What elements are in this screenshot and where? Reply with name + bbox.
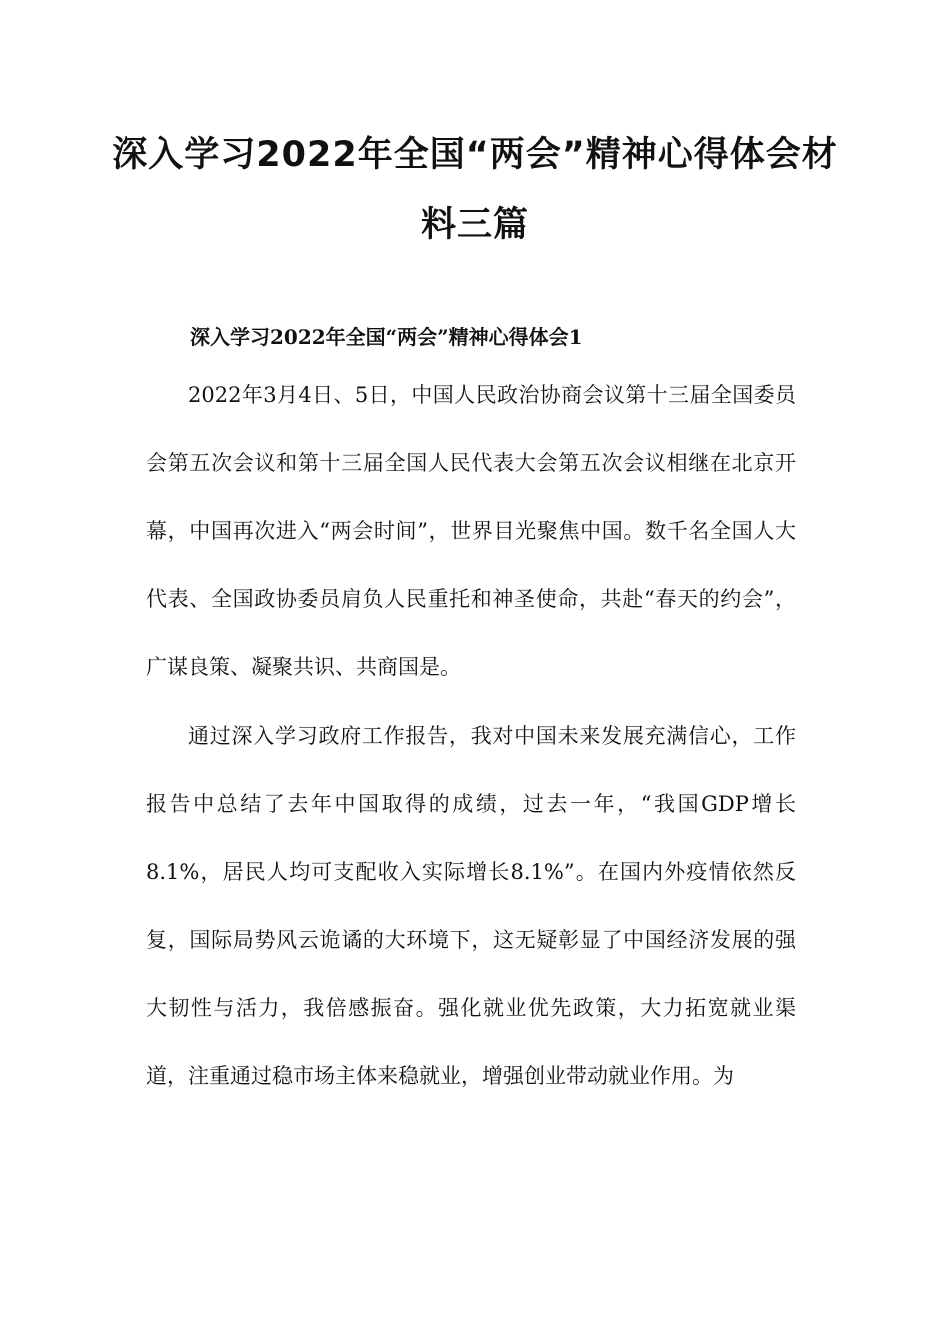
section-heading: 深入学习2022年全国“两会”精神心得体会1 — [190, 325, 583, 349]
body-paragraph-1: 2022年3月4日、5日，中国人民政治协商会议第十三届全国委员会第五次会议和第十三届全国人民代表大会第五次会议相继在北京开幕，中国再次进入“两会时间”，世界目光聚焦中国。数千名全国人大代表、全国政协委员肩负人民重托和神圣使命，共赴“春天的约会”，广谋良策、凝聚共识、共商国是。 — [146, 383, 796, 679]
body-paragraph-2: 通过深入学习政府工作报告，我对中国未来发展充满信心，工作报告中总结了去年中国取得的成绩，过去一年，“我国GDP增长8.1%，居民人均可支配收入实际增长8.1%”。在国内外疫情依然反复，国际局势风云诡谲的大环境下，这无疑彰显了中国经济发展的强大韧性与活力，我倍感振奋。强化就业优先政策，大力拓宽就业渠道，注重通过稳市场主体来稳就业，增强创业带动就业作用。为 — [146, 724, 796, 1088]
document-title: 深入学习2022年全国“两会”精神心得体会材料三篇 — [112, 135, 838, 245]
